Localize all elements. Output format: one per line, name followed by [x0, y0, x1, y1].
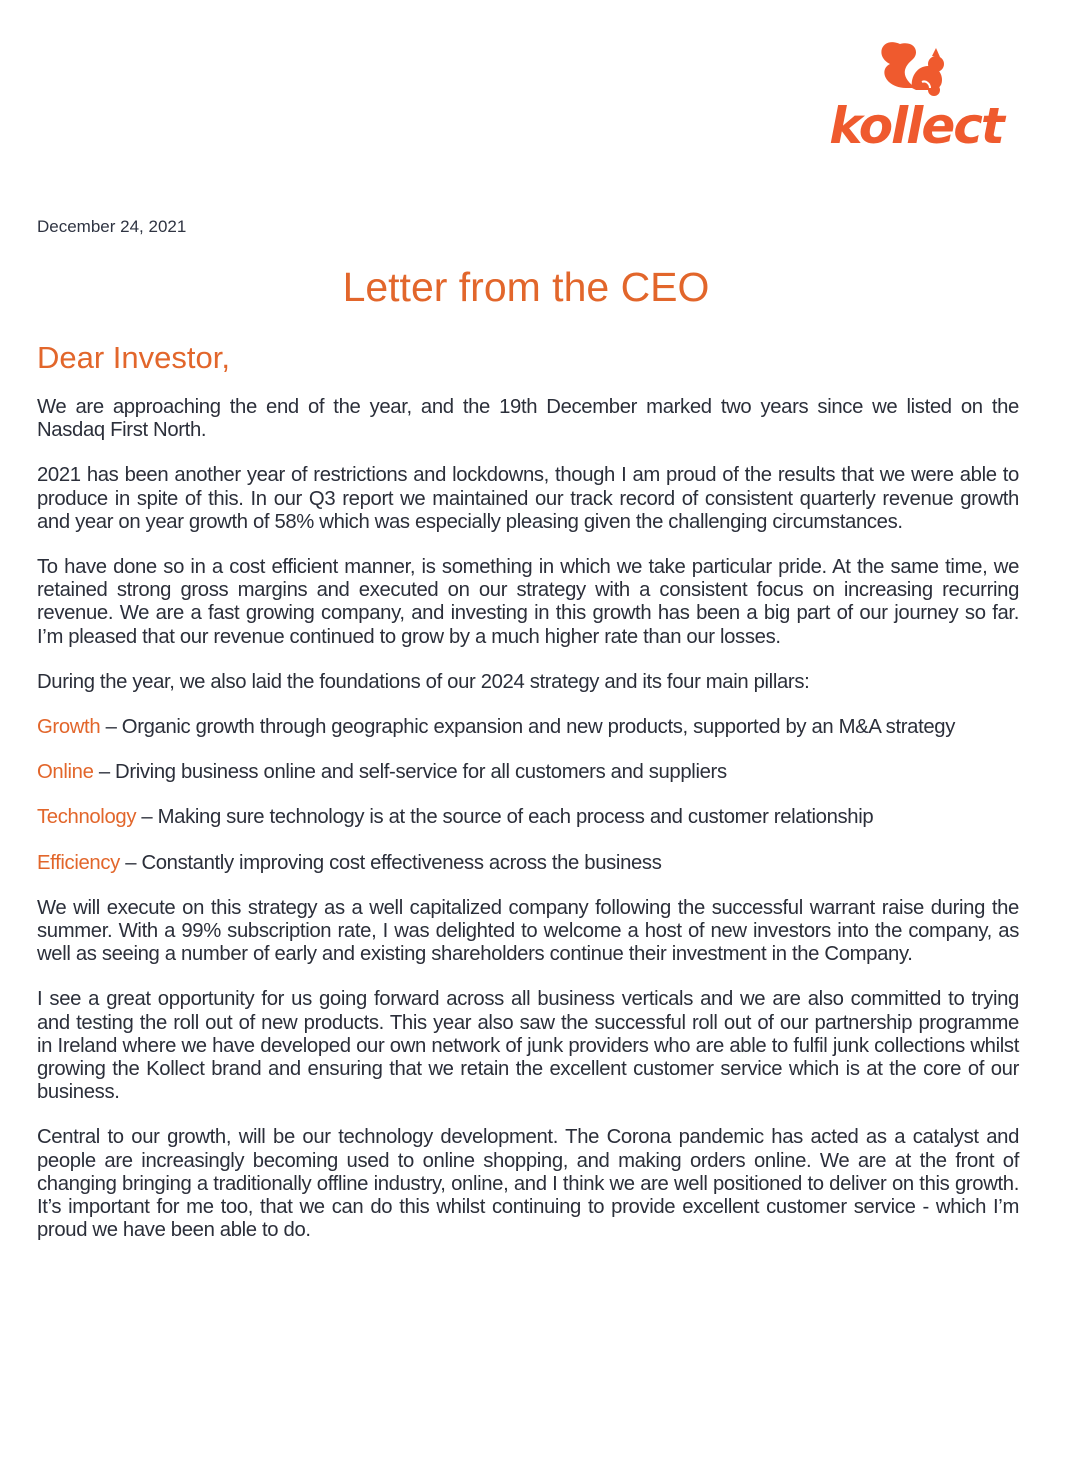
paragraph: We are approaching the end of the year, and the 19th December marked two years since we listed on the Nasdaq First North.	[37, 396, 1019, 442]
kollect-logo	[812, 30, 1018, 160]
paragraph: To have done so in a cost efficient manner, is something in which we take particular pride. At the same time, we retained strong gross margins and executed on our strategy with a consistent focus on increasing recurring revenue. We are a fast growing company, and investing in this growth has been a big part of our journey so far. I’m pleased that our revenue continued to grow by a much higher rate than our losses.	[37, 556, 1019, 648]
pillar-name: Technology	[37, 806, 137, 829]
salutation: Dear Investor,	[37, 340, 230, 375]
paragraph: 2021 has been another year of restrictions and lockdowns, though I am proud of the results that we were able to produce in spite of this. In our Q3 report we maintained our track record of consistent quarterly revenue growth and year on year growth of 58% which was especially pleasing given the challenging circumstances.	[37, 464, 1019, 533]
pillar-description: Organic growth through geographic expansion and new products, supported by an M&A strategy	[121, 716, 956, 739]
pillar-description: Making sure technology is at the source of each process and customer relationship	[157, 806, 874, 829]
pillar-description: Driving business online and self-service for all customers and suppliers	[115, 761, 727, 784]
pillar-separator: –	[93, 761, 116, 784]
pillar-online	[37, 761, 1019, 784]
brand-wordmark: kollect	[829, 97, 1003, 155]
pillar-name: Efficiency	[37, 851, 120, 874]
pillars-list	[37, 716, 1019, 875]
paragraph: During the year, we also laid the foundations of our 2024 strategy and its four main pillars:	[37, 670, 810, 693]
letter-body	[37, 396, 1019, 1264]
paragraph: I see a great opportunity for us going forward across all business verticals and we are also committed to trying and testing the roll out of new products. This year also saw the successful roll out of our partnership programme in Ireland where we have developed our own network of junk providers who are able to fulfil junk collections whilst growing the Kollect brand and ensuring that we retain the excellent customer service which is at the core of our business.	[37, 988, 1019, 1104]
paragraph: We will execute on this strategy as a well capitalized company following the successful warrant raise during the summer. With a 99% subscription rate, I was delighted to welcome a host of new investors into the company, as well as seeing a number of early and existing shareholders continue their investment in the Company.	[37, 896, 1019, 966]
letter-date: December 24, 2021	[37, 217, 187, 236]
pillar-growth	[37, 716, 1019, 739]
page-title: Letter from the CEO	[342, 264, 710, 310]
squirrel-icon	[812, 30, 1018, 100]
pillar-name: Growth	[37, 716, 101, 739]
pillar-efficiency	[37, 852, 1019, 875]
pillar-separator: –	[119, 851, 142, 874]
paragraph: Central to our growth, will be our technology development. The Corona pandemic has acted as a catalyst and people are increasingly becoming used to online shopping, and making orders online. We are at the front of changing bringing a traditionally offline industry, online, and I think we are well positioned to deliver on this growth. It’s important for me too, that we can do this whilst continuing to provide excellent customer service - which I’m proud we have been able to do.	[37, 1126, 1019, 1242]
pillar-separator: –	[136, 806, 158, 829]
pillar-description: Constantly improving cost effectiveness across the business	[141, 851, 662, 874]
pillar-technology	[37, 806, 1019, 829]
pillar-separator: –	[100, 716, 122, 739]
pillar-name: Online	[37, 761, 94, 784]
